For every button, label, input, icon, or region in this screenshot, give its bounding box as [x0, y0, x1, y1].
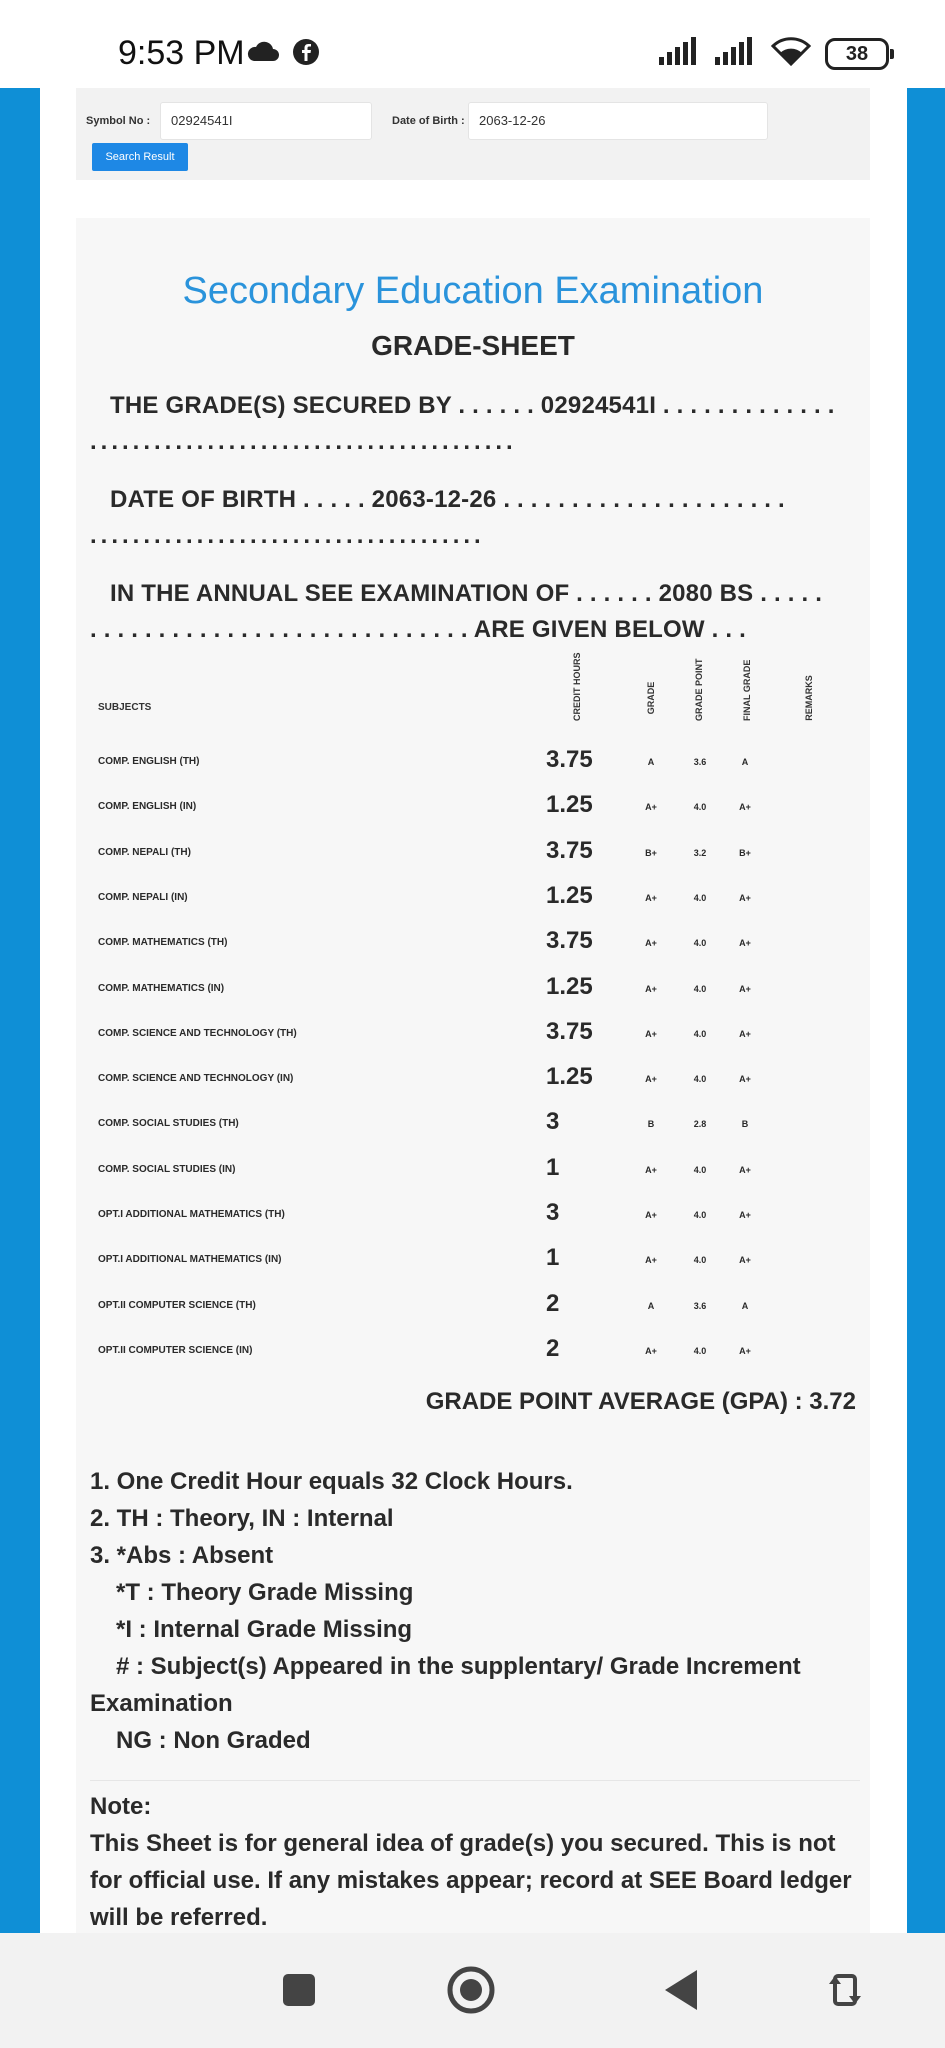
grade-cell: B [647, 1119, 655, 1130]
final-grade-cell: B [741, 1119, 749, 1130]
credit-hours-cell: 1.25 [546, 881, 593, 909]
table-row [76, 1014, 870, 1054]
table-row [76, 969, 870, 1009]
wifi-icon [771, 36, 811, 71]
final-grade-cell: A+ [739, 1164, 751, 1175]
sheet-title: GRADE-SHEET [371, 330, 575, 361]
note-item: Examination [90, 1690, 233, 1717]
grade-cell: A+ [645, 802, 657, 813]
credit-hours-cell: 3.75 [546, 927, 593, 955]
secured-by-line: THE GRADE(S) SECURED BY . . . . . . 02924541I . . . . . . . . . . . . . [110, 392, 835, 419]
recent-apps-button[interactable] [274, 1967, 324, 2017]
subject-cell: COMP. ENGLISH (IN) [98, 801, 197, 813]
secured-by-dots: ........................................ [90, 428, 517, 455]
grade-point-cell: 4.0 [693, 1074, 707, 1085]
page-border-left [0, 88, 40, 1933]
rotate-button[interactable] [820, 1967, 870, 2017]
credit-hours-cell: 3.75 [546, 836, 593, 864]
signal-icon [715, 37, 757, 70]
back-button[interactable] [656, 1967, 706, 2017]
exam-title: Secondary Education Examination [182, 270, 764, 312]
note-item: 3. *Abs : Absent [90, 1542, 274, 1569]
subject-cell: COMP. ENGLISH (TH) [98, 756, 200, 767]
grade-point-cell: 3.6 [693, 1300, 707, 1311]
final-grade-cell: A+ [739, 1028, 751, 1039]
dob-line: DATE OF BIRTH . . . . . 2063-12-26 . . . . . . . . . . . . . . . . . . . . . [110, 486, 785, 513]
subject-cell: COMP. SCIENCE AND TECHNOLOGY (TH) [98, 1027, 297, 1039]
dob-dots: ..................................... [90, 522, 485, 549]
table-row [76, 878, 870, 918]
credit-hours-cell: 1.25 [546, 791, 593, 819]
grade-point-cell: 4.0 [693, 1345, 707, 1356]
grade-point-header: GRADE POINT [694, 658, 704, 721]
final-grade-cell: A [741, 1300, 749, 1311]
table-row [76, 833, 870, 873]
table-row [76, 1150, 870, 1190]
grade-point-cell: 4.0 [693, 983, 707, 994]
grade-cell: A+ [645, 1345, 657, 1356]
subject-cell: COMP. SCIENCE AND TECHNOLOGY (IN) [98, 1073, 294, 1085]
table-row [76, 1331, 870, 1371]
final-grade-cell: A+ [739, 802, 751, 813]
status-time: 9:53 PM [118, 34, 245, 72]
square-icon [281, 1972, 317, 2013]
credit-hours-cell: 3 [546, 1199, 560, 1226]
signal-icon [659, 37, 701, 70]
subjects-header: SUBJECTS [98, 702, 152, 713]
grade-point-cell: 3.2 [693, 847, 707, 858]
search-panel [76, 88, 870, 180]
home-circle-icon [446, 1965, 496, 2020]
final-grade-cell: A+ [739, 938, 751, 949]
battery-icon: 38 [825, 38, 889, 70]
back-triangle-icon [661, 1968, 701, 2017]
exam-line-2: . . . . . . . . . . . . . . . . . . . . . . . . . . . . ARE GIVEN BELOW . . . [90, 616, 746, 643]
grade-cell: A+ [645, 1210, 657, 1220]
credit-hours-header: CREDIT HOURS [572, 652, 582, 721]
symbol-label: Symbol No : [86, 115, 151, 127]
status-bar [0, 0, 945, 88]
note-item: 1. One Credit Hour equals 32 Clock Hours. [90, 1468, 573, 1495]
grade-cell: A+ [645, 1028, 657, 1039]
subject-cell: OPT.II COMPUTER SCIENCE (TH) [98, 1299, 256, 1311]
page-border-right [907, 88, 945, 1933]
note-item: *T : Theory Grade Missing [116, 1579, 414, 1606]
subject-cell: OPT.II COMPUTER SCIENCE (IN) [98, 1344, 253, 1356]
note-item: *I : Internal Grade Missing [116, 1616, 413, 1643]
credit-hours-cell: 2 [546, 1289, 560, 1317]
table-row [76, 1059, 870, 1099]
grade-point-cell: 4.0 [693, 892, 707, 903]
table-row [76, 1195, 870, 1235]
credit-hours-cell: 3.75 [546, 746, 593, 773]
credit-hours-cell: 1.25 [546, 1063, 593, 1091]
symbol-input[interactable]: 02924541I [160, 102, 372, 140]
home-button[interactable] [446, 1967, 496, 2017]
grade-cell: A+ [645, 892, 657, 903]
status-icons-left [246, 38, 320, 71]
remarks-header: REMARKS [804, 675, 814, 721]
subject-cell: COMP. SOCIAL STUDIES (TH) [98, 1118, 239, 1130]
grade-cell: A [647, 757, 655, 767]
credit-hours-cell: 1.25 [546, 972, 593, 1000]
grade-point-cell: 2.8 [693, 1119, 707, 1130]
notes-list [90, 1463, 860, 1759]
grade-cell: A+ [645, 938, 657, 949]
dob-input[interactable]: 2063-12-26 [468, 102, 768, 140]
subject-cell: COMP. MATHEMATICS (IN) [98, 982, 225, 994]
grade-cell: A+ [645, 1074, 657, 1085]
final-grade-cell: A+ [739, 1345, 751, 1356]
note-item: 2. TH : Theory, IN : Internal [90, 1505, 394, 1532]
grade-cell: A [647, 1300, 655, 1311]
grade-point-cell: 4.0 [693, 1255, 707, 1266]
credit-hours-cell: 3.75 [546, 1017, 593, 1045]
dob-label: Date of Birth : [392, 115, 465, 127]
exam-line: IN THE ANNUAL SEE EXAMINATION OF . . . . . . 2080 BS . . . . . [110, 580, 823, 607]
note-block [90, 1788, 860, 1933]
subject-cell: COMP. SOCIAL STUDIES (IN) [98, 1163, 236, 1175]
grade-cell: A+ [645, 983, 657, 994]
gpa-line: GRADE POINT AVERAGE (GPA) : 3.72 [425, 1388, 856, 1415]
rotate-icon [827, 1970, 863, 2015]
grade-sheet [76, 218, 870, 1933]
table-row [76, 923, 870, 963]
search-result-button[interactable]: Search Result [92, 143, 188, 171]
grade-cell: A+ [645, 1255, 657, 1266]
grade-cell: A+ [645, 1164, 657, 1175]
credit-hours-cell: 1 [546, 1153, 560, 1181]
credit-hours-cell: 3 [546, 1108, 560, 1136]
final-grade-header: FINAL GRADE [742, 659, 752, 721]
final-grade-cell: B+ [739, 847, 751, 858]
subject-cell: COMP. NEPALI (IN) [98, 891, 188, 903]
note-title: Note: [90, 1793, 152, 1820]
final-grade-cell: A+ [739, 892, 751, 903]
credit-hours-cell: 1 [546, 1244, 560, 1272]
status-icons-right [659, 36, 889, 71]
subject-cell: COMP. NEPALI (TH) [98, 846, 191, 858]
grade-point-cell: 4.0 [693, 938, 707, 949]
subject-cell: COMP. MATHEMATICS (TH) [98, 937, 228, 949]
grade-cell: B+ [645, 847, 657, 858]
table-row [76, 787, 870, 827]
final-grade-cell: A+ [739, 1074, 751, 1085]
final-grade-cell: A+ [739, 983, 751, 994]
grade-point-cell: 4.0 [693, 1210, 707, 1220]
table-row [76, 742, 870, 782]
table-row [76, 1104, 870, 1144]
table-row [76, 1286, 870, 1326]
table-row [76, 1240, 870, 1280]
final-grade-cell: A+ [739, 1210, 751, 1220]
cloud-icon [246, 41, 280, 68]
note-item: # : Subject(s) Appeared in the supplentary/ Grade Increment [116, 1653, 801, 1680]
final-grade-cell: A+ [739, 1255, 751, 1266]
subject-cell: OPT.I ADDITIONAL MATHEMATICS (IN) [98, 1254, 282, 1266]
grade-point-cell: 4.0 [693, 1028, 707, 1039]
grade-point-cell: 3.6 [693, 757, 707, 767]
grade-point-cell: 4.0 [693, 1164, 707, 1175]
page-content [40, 88, 907, 1933]
note-text: This Sheet is for general idea of grade(s) you secured. This is not for official use. If any mistakes appear; record at SEE Board ledger will be referred. [90, 1830, 852, 1931]
final-grade-cell: A [741, 757, 749, 767]
credit-hours-cell: 2 [546, 1334, 560, 1362]
facebook-icon [292, 38, 320, 71]
note-item: NG : Non Graded [116, 1727, 311, 1754]
divider [90, 1780, 860, 1781]
subject-cell: OPT.I ADDITIONAL MATHEMATICS (TH) [98, 1209, 285, 1220]
grade-header: GRADE [646, 681, 656, 715]
grade-point-cell: 4.0 [693, 802, 707, 813]
navigation-bar [0, 1933, 945, 2048]
